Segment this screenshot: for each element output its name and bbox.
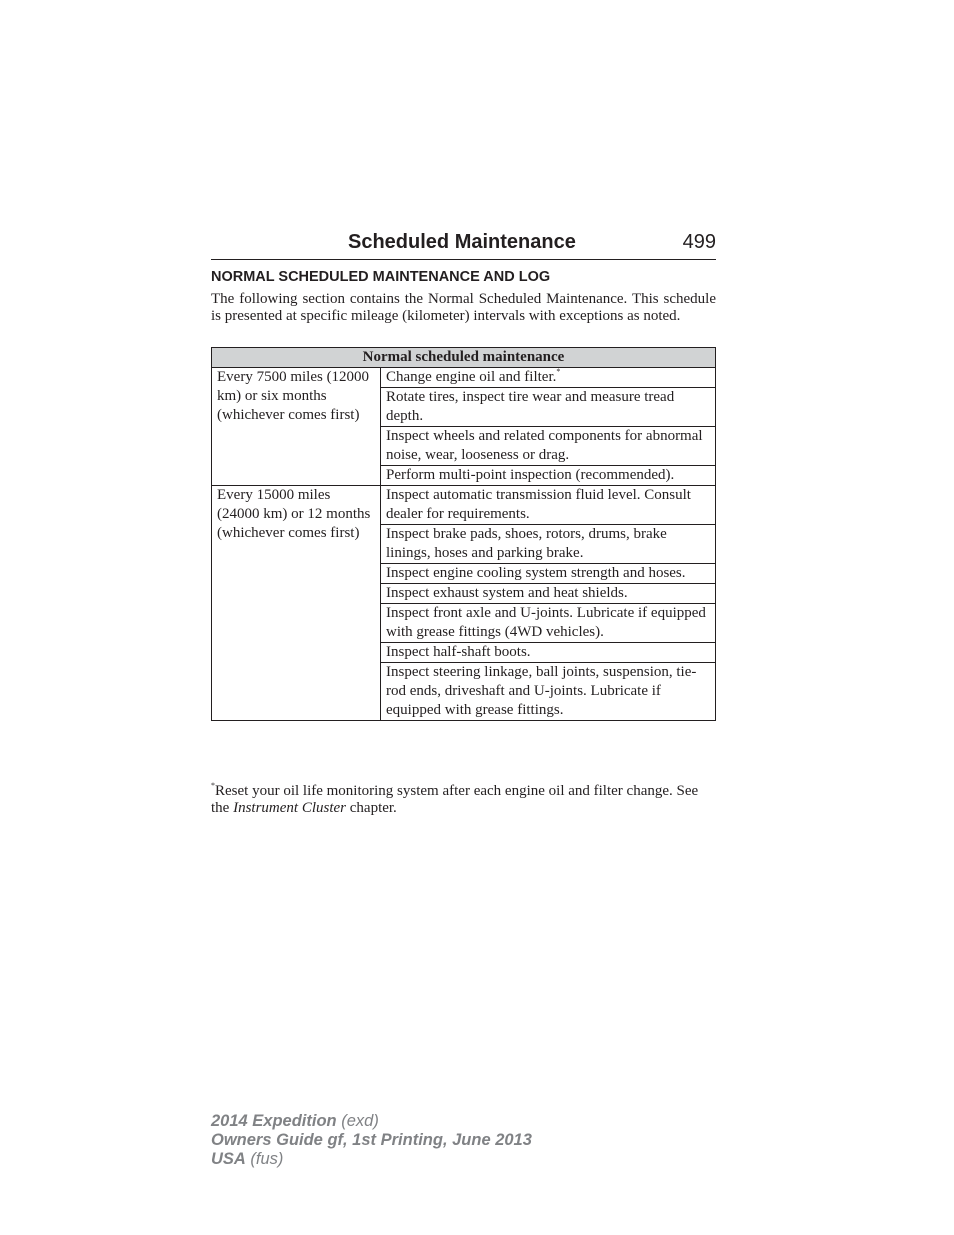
interval-cell: Every 15000 miles (24000 km) or 12 months (whichever comes first) bbox=[212, 486, 381, 721]
task-cell: Inspect engine cooling system strength and hoses. bbox=[381, 564, 716, 584]
task-cell: Perform multi-point inspection (recommended). bbox=[381, 466, 716, 486]
page-header bbox=[211, 229, 716, 260]
footnote-text: Reset your oil life monitoring system after each engine oil and filter change. See the bbox=[211, 783, 699, 816]
footer-model-code: (exd) bbox=[336, 1112, 379, 1130]
task-cell: Inspect half-shaft boots. bbox=[381, 643, 716, 663]
task-text: Change engine oil and filter. bbox=[386, 369, 557, 385]
footer-region-code: (fus) bbox=[245, 1150, 284, 1168]
task-cell: Inspect exhaust system and heat shields. bbox=[381, 584, 716, 604]
footnote bbox=[211, 783, 716, 817]
chapter-reference: Instrument Cluster bbox=[233, 800, 346, 816]
task-cell: Inspect steering linkage, ball joints, suspension, tie-rod ends, driveshaft and U-joints. Lubricate if equipped with grease fittings. bbox=[381, 663, 716, 721]
page-number: 499 bbox=[682, 231, 716, 253]
interval-cell: Every 7500 miles (12000 km) or six months (whichever comes first) bbox=[212, 368, 381, 486]
intro-paragraph: The following section contains the Normal Scheduled Maintenance. This schedule is presented at specific mileage (kilometer) intervals with exceptions as noted. bbox=[211, 291, 716, 324]
task-cell: Inspect brake pads, shoes, rotors, drums, brake linings, hoses and parking brake. bbox=[381, 525, 716, 564]
page-title: Scheduled Maintenance bbox=[348, 231, 576, 253]
footnote-marker: * bbox=[556, 367, 561, 376]
maintenance-table bbox=[211, 347, 716, 721]
footer-region: USA bbox=[211, 1150, 246, 1168]
table-header-row bbox=[212, 348, 716, 368]
table-caption: Normal scheduled maintenance bbox=[212, 348, 716, 368]
page-footer bbox=[211, 1112, 532, 1169]
footnote-text-end: chapter. bbox=[346, 800, 397, 816]
task-cell: Inspect front axle and U-joints. Lubricate if equipped with grease fittings (4WD vehicles). bbox=[381, 604, 716, 643]
footer-guide: Owners Guide gf, 1st Printing, June 2013 bbox=[211, 1131, 532, 1149]
footer-guide-line bbox=[211, 1131, 532, 1150]
task-cell: Rotate tires, inspect tire wear and measure tread depth. bbox=[381, 388, 716, 427]
section-heading: NORMAL SCHEDULED MAINTENANCE AND LOG bbox=[211, 269, 551, 285]
footnote-marker: * bbox=[211, 781, 215, 790]
table-row bbox=[212, 368, 716, 388]
footer-model-line bbox=[211, 1112, 532, 1131]
footer-model: 2014 Expedition bbox=[211, 1112, 337, 1130]
task-cell bbox=[381, 368, 716, 388]
task-cell: Inspect wheels and related components for abnormal noise, wear, looseness or drag. bbox=[381, 427, 716, 466]
footer-region-line bbox=[211, 1150, 532, 1169]
task-cell: Inspect automatic transmission fluid level. Consult dealer for requirements. bbox=[381, 486, 716, 525]
table-row bbox=[212, 486, 716, 525]
